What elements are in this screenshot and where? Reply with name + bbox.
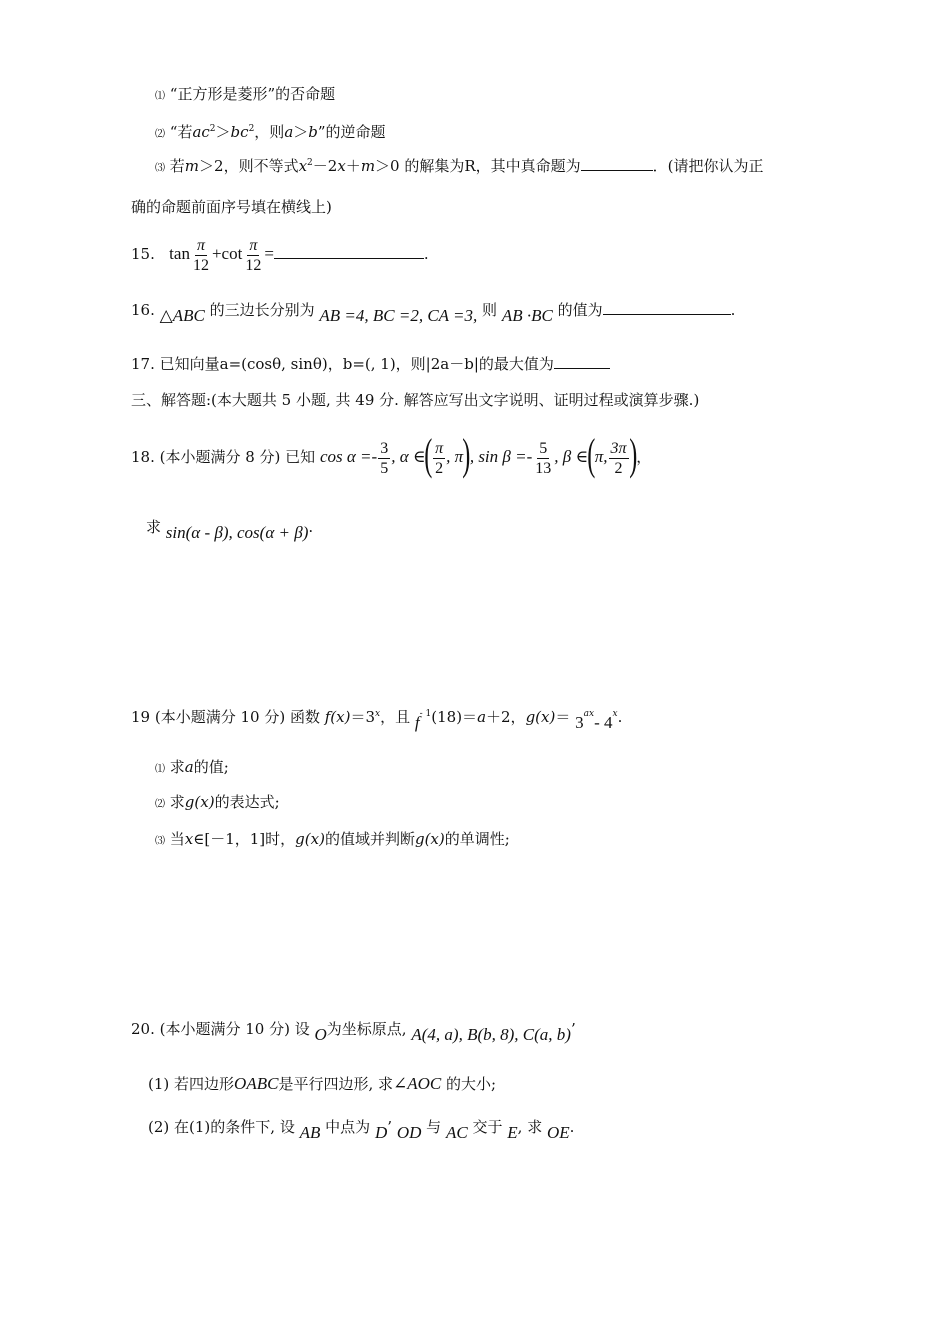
answer-blank-16[interactable] [603,300,731,315]
question-19-part-1: ⑴ 求a的值; [155,758,229,776]
question-15: 15. tan $\frac{\pi}{12}$ +cot $\frac{\pi}{12}$ = . [131,236,429,274]
question-20: 20. (本小题满分 10 分) 设 O为坐标原点, A(4, a), B(b, 8), C(a, b)’ [131,1020,576,1044]
question-16: 16. △ABC 的三边长分别为 AB =4, BC =2, CA =3, 则 AB ·BC 的值为 . [131,301,736,325]
item-3: ⑶ 若m＞2，则不等式$x^2-2x+m>0$ 的解集为R，其中真命题为 ．(请把你认为正 [155,157,764,175]
right-paren: ) [628,430,637,479]
answer-blank-15[interactable] [274,244,424,259]
item-3-line2: 确的命题前面序号填在横线上) [131,198,332,216]
question-18-ask: 求 sin(α - β), cos(α + β). [146,518,314,542]
question-19-part-3: ⑶ 当x∈[－1，1]时，g(x)的值域并判断g(x)的单调性; [155,830,510,848]
question-17: 17. 已知向量a=(cosθ, sinθ)，b=(, 1)，则|2a－b|的最大值为 [131,354,610,374]
fraction-pi-12: $\frac{\pi}{12}$ [245,236,262,274]
item-1: ⑴ “正方形是菱形”的否命题 [155,85,336,103]
answer-blank-17[interactable] [554,354,610,369]
right-paren: ) [462,430,471,479]
question-18: 18. (本小题满分 8 分) 已知 cos α =- $\frac{3}{5}$ , α ∈( $\frac{\pi}{2}$ , π), sin β =- $\frac{5}{13}$ , β ∈(π, $\frac{3\pi}{2}$ )， [131,430,652,479]
answer-blank-14[interactable] [581,156,653,171]
item-2: ⑵ “若$ac^2>bc^2$，则a＞b”的逆命题 [155,123,386,141]
fraction-pi-12: $\frac{\pi}{12}$ [192,236,209,274]
left-paren: ( [424,430,433,479]
section-3-heading: 三、解答题:(本大题共 5 小题, 共 49 分. 解答应写出文字说明、证明过程或演算步骤.) [131,391,700,409]
question-19-part-2: ⑵ 求g(x)的表达式; [155,793,280,811]
left-paren: ( [587,430,596,479]
question-19: 19 (本小题满分 10 分) 函数 $f(x)=3^x$，且 $f^{- 1}(18)=a+2$，$g(x)= 3^{ax}-$ 4$^x$. [131,708,623,732]
question-20-part-1: (1) 若四边形OABC是平行四边形, 求∠AOC 的大小; [148,1074,497,1093]
question-20-part-2: (2) 在(1)的条件下, 设 AB 中点为 D’ OD 与 AC 交于 E, 求 OE. [148,1118,575,1142]
